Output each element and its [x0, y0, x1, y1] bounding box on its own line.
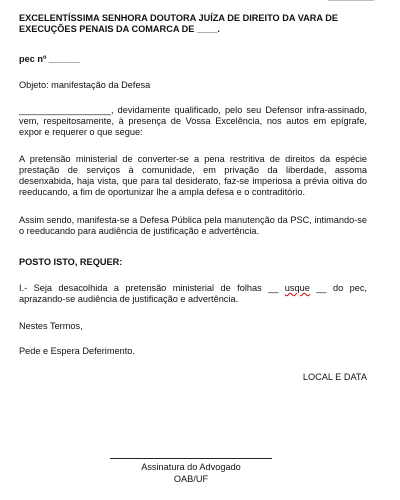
intro-paragraph [19, 105, 367, 138]
case-number-label: pec nº [19, 54, 47, 64]
top-cut-off-text [328, 0, 374, 3]
usque-word: usque [284, 283, 310, 293]
subject-line: Objeto: manifestação da Defesa [19, 80, 151, 90]
closing-request: Pede e Espera Deferimento. [19, 346, 135, 356]
conclusion-paragraph: Assim sendo, manifesta-se a Defesa Pública pela manutenção da PSC, intimando-se o reeducando para audiência de justificação e advertência. [19, 215, 367, 236]
request-text-1: I.- Seja desacolhida a pretensão ministerial de folhas [19, 283, 262, 293]
addressee-line-2: EXECUÇÕES PENAIS DA COMARCA DE ____. [19, 24, 220, 34]
signature-line [110, 458, 272, 459]
request-item [19, 283, 367, 305]
signature-title: Assinatura do Advogado [141, 462, 241, 472]
request-blank-2: __ [316, 283, 327, 293]
case-number [19, 54, 367, 65]
request-text-2: do pec, aprazando-se audiência de justificação e advertência. [19, 283, 367, 304]
closing-terms: Nestes Termos, [19, 321, 83, 331]
argument-paragraph: A pretensão ministerial de converter-se a pena restritiva de direitos da espécie prestação de serviços à comunidade, em privação da liberdade, assoma desenxabida, haja vista, que para tal desiderato, faz-se imperiosa a prévia oitiva do reeducando, a fim de oportunizar lhe a ampla defesa e o contraditório. [19, 154, 367, 197]
addressee-heading [19, 13, 367, 35]
addressee-line-1: EXCELENTÍSSIMA SENHORA DOUTORA JUÍZA DE DIREITO DA VARA DE [19, 13, 339, 23]
intro-text: , devidamente qualificado, pelo seu Defensor infra-assinado, vem, respeitosamente, à presença de Vossa Excelência, nos autos em epígrafe, expor e requerer o que segue: [19, 105, 367, 137]
client-name-blank: __________________ [19, 105, 111, 115]
request-blank-1: __ [268, 283, 279, 293]
signature-registration: OAB/UF [173, 474, 209, 484]
place-and-date: LOCAL E DATA [302, 372, 367, 382]
case-number-blank: ______ [48, 54, 80, 64]
request-heading: POSTO ISTO, REQUER: [19, 257, 123, 267]
